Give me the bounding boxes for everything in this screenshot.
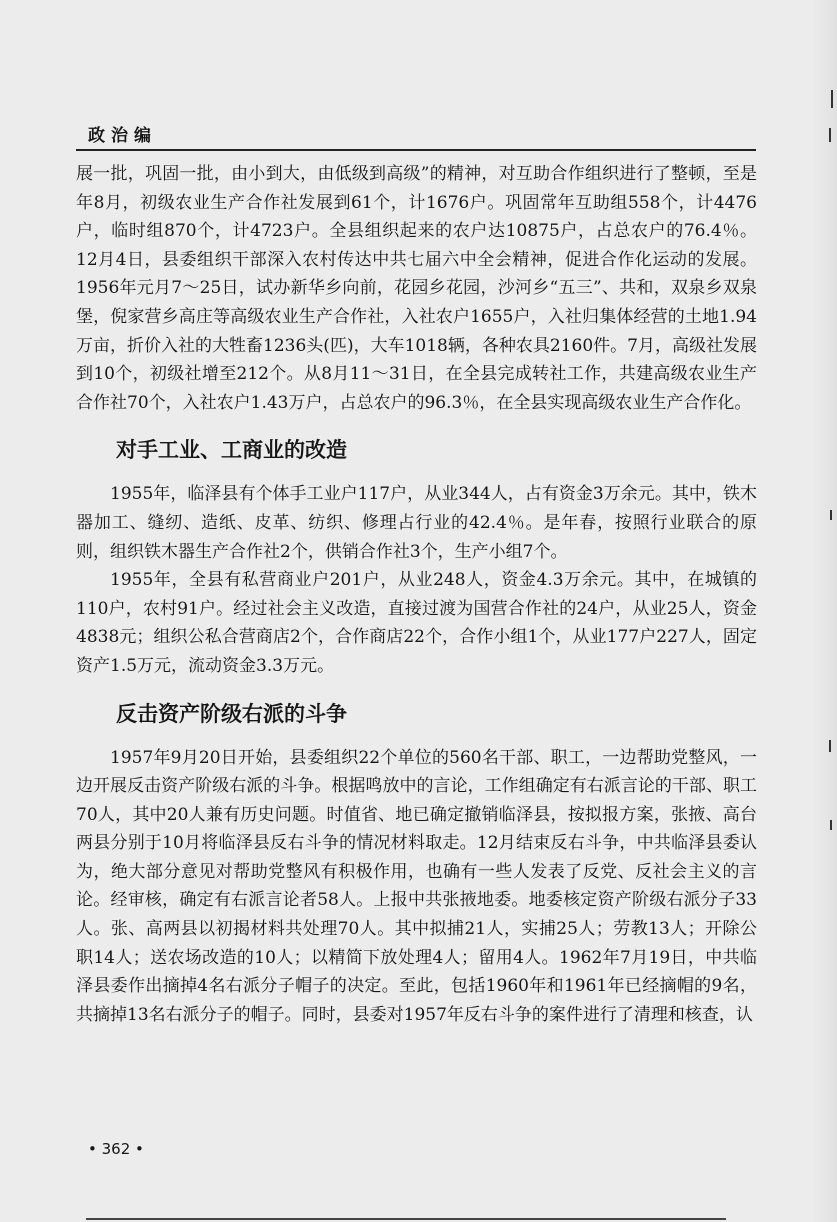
scan-edge-shadow xyxy=(813,0,837,1222)
page-body xyxy=(76,160,757,1029)
bottom-rule xyxy=(86,1218,726,1220)
scan-edge-mark xyxy=(830,510,832,520)
paragraph-private-commerce: 1955年，全县有私营商业户201户，从业248人，资金4.3万余元。其中，在城镇的110户，农村91户。经过社会主义改造，直接过渡为国营合作社的24户，从业25人，资金4838元；组织公私合营商店2个，合作商店22个，合作小组1个，从业177户227人，固定资产1.5万元，流动资金3.3万元。 xyxy=(76,570,757,676)
header-rule xyxy=(76,149,756,151)
scan-edge-mark xyxy=(829,128,831,142)
running-head: 政治编 xyxy=(88,126,157,146)
section-heading-anti-rightist: 反击资产阶级右派的斗争 xyxy=(116,701,347,726)
page-number: • 362 • xyxy=(88,1140,144,1158)
scan-edge-mark xyxy=(829,740,831,752)
paragraph-continued: 展一批，巩固一批，由小到大，由低级到高级”的精神，对互助合作组织进行了整顿，至是年8月，初级农业生产合作社发展到61个，计1676户。巩固常年互助组558个，计4476户，临时组870个，计4723户。全县组织起来的农户达10875户，占总农户的76.4％。12月4日，县委组织干部深入农村传达中共七届六中全会精神，促进合作化运动的发展。1956年元月7～25日，试办新华乡向前，花园乡花园，沙河乡“五三”、共和，双泉乡双泉堡，倪家营乡高庄等高级农业生产合作社，入社农户1655户，入社归集体经营的土地1.94万亩，折价入社的大牲畜1236头(匹)，大车1018辆，各种农具2160件。7月，高级社发展到10个，初级社增至212个。从8月11～31日，在全县完成转社工作，共建高级农业生产合作社70个，入社农户1.43万户，占总农户的96.3％，在全县实现高级农业生产合作化。 xyxy=(76,164,757,413)
paragraph-handicraft: 1955年，临泽县有个体手工业户117户，从业344人，占有资金3万余元。其中，铁木器加工、缝纫、造纸、皮革、纺织、修理占行业的42.4％。是年春，按照行业联合的原则，组织铁木器生产合作社2个，供销合作社3个，生产小组7个。 xyxy=(76,484,757,562)
paragraph-anti-rightist: 1957年9月20日开始，县委组织22个单位的560名干部、职工，一边帮助党整风，一边开展反击资产阶级右派的斗争。根据鸣放中的言论，工作组确定有右派言论的干部、职工70人，其中20人兼有历史问题。时值省、地已确定撤销临泽县，按拟报方案，张掖、高台两县分别于10月将临泽县反右斗争的情况材料取走。12月结束反右斗争，中共临泽县委认为，绝大部分意见对帮助党整风有积极作用，也确有一些人发表了反党、反社会主义的言论。经审核，确定有右派言论者58人。上报中共张掖地委。地委核定资产阶级右派分子33人。张、高两县以初揭材料共处理70人。其中拟捕21人，实捕25人；劳教13人；开除公职14人；送农场改造的10人；以精简下放处理4人；留用4人。1962年7月19日，中共临泽县委作出摘掉4名右派分子帽子的决定。至此，包括1960年和1961年已经摘帽的9名，共摘掉13名右派分子的帽子。同时，县委对1957年反右斗争的案件进行了清理和核查，认 xyxy=(76,747,757,1025)
section-heading-handicraft-commerce: 对手工业、工商业的改造 xyxy=(116,438,347,463)
scan-edge-mark xyxy=(830,820,832,830)
scan-edge-mark xyxy=(831,90,833,108)
